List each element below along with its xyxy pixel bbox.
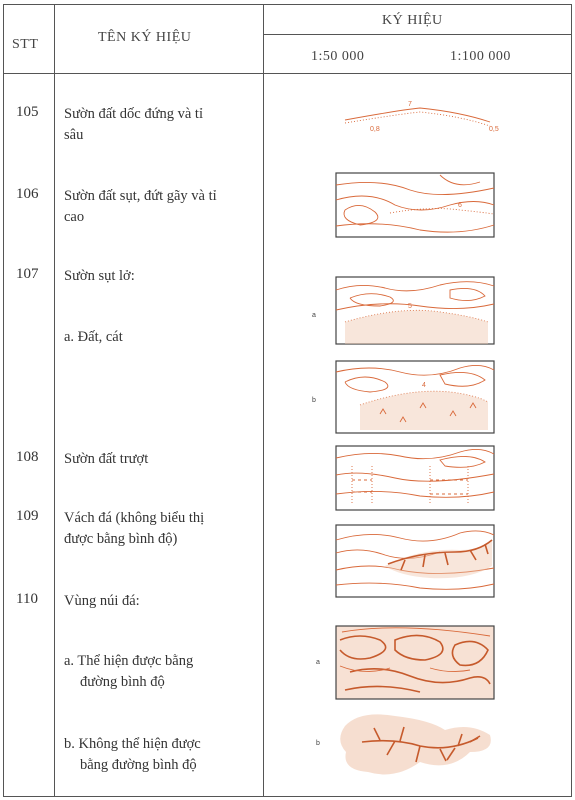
symbol-subname: a. Đất, cát xyxy=(64,329,123,345)
row-number: 105 xyxy=(16,104,39,120)
row-number: 107 xyxy=(16,266,39,282)
variant-mark: b xyxy=(316,740,320,747)
symbol-name: Vách đá (không biểu thị được bằng bình độ) xyxy=(64,510,205,547)
svg-text:6: 6 xyxy=(458,202,462,209)
symbol-name: Vùng núi đá: xyxy=(64,593,140,609)
row-number: 110 xyxy=(16,591,38,607)
symbol-name: Sườn đất sụt, đứt gãy và tỉ cao xyxy=(64,188,217,225)
svg-text:0,8: 0,8 xyxy=(370,126,380,133)
svg-text:0,5: 0,5 xyxy=(489,126,499,133)
symbol-name: Sườn đất trượt xyxy=(64,451,149,467)
row-number: 108 xyxy=(16,449,39,465)
symbol-subname: b. Không thể hiện được bằng đường bình độ xyxy=(64,736,201,773)
header-stt: STT xyxy=(12,37,39,52)
row-number: 109 xyxy=(16,508,39,524)
symbol-subname: a. Thể hiện được bằng đường bình độ xyxy=(64,653,194,690)
variant-mark: a xyxy=(312,312,316,319)
variant-mark: b xyxy=(312,397,316,404)
header-name: TÊN KÝ HIỆU xyxy=(98,30,192,45)
symbol-name: Sườn sụt lở: xyxy=(64,268,135,284)
header-symbol: KÝ HIỆU xyxy=(382,13,443,28)
svg-text:4: 4 xyxy=(422,382,426,389)
header-scale-100000: 1:100 000 xyxy=(450,49,511,64)
row-number: 106 xyxy=(16,186,39,202)
variant-mark: a xyxy=(316,659,320,666)
symbol-name: Sườn đất dốc đứng và tỉ sâu xyxy=(64,106,203,143)
svg-text:7: 7 xyxy=(408,101,412,108)
header-scale-50000: 1:50 000 xyxy=(311,49,365,64)
svg-text:5: 5 xyxy=(408,303,412,310)
